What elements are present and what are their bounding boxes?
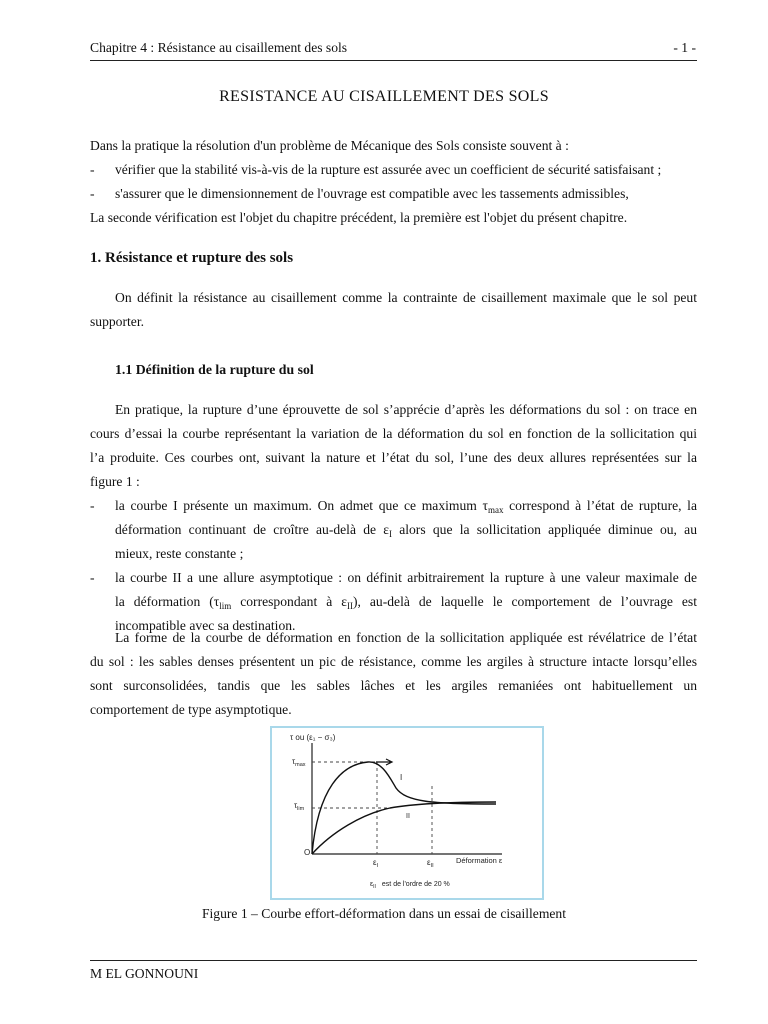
footer-author: M EL GONNOUNI (90, 966, 199, 981)
x-axis-label: Déformation ε (456, 856, 503, 865)
figure-note: $\varepsilon_{II}$ est de l'ordre de 20 % (370, 881, 450, 890)
document-title: RESISTANCE AU CISAILLEMENT DES SOLS (219, 88, 549, 105)
figure-caption: Figure 1 – Courbe effort-déformation dans un essai de cisaillement (201, 906, 567, 921)
section-1-paragraph: On définit la résistance au cisaillement comme la contrainte de cisaillement maximale que le sol peut supporter. (90, 290, 697, 329)
header-rule (90, 60, 697, 61)
tau-lim-label: $\tau_{lim}$ (294, 801, 305, 812)
origin-label: O (304, 848, 311, 857)
curve-II (312, 802, 496, 854)
section-1-1-heading: 1.1 Définition de la rupture du sol (115, 362, 314, 377)
tau-max-label: $\tau_{max}$ (292, 757, 306, 768)
intro-closing: La seconde vérification est l'objet du chapitre précédent, la première est l'objet du présent chapitre. (90, 210, 628, 225)
footer-rule (90, 960, 697, 961)
intro-item: - s'assurer que le dimensionnement de l'ouvrage est compatible avec les tassements admissibles, (90, 186, 629, 201)
intro-lead: Dans la pratique la résolution d'un problème de Mécanique des Sols consiste souvent à : (90, 138, 569, 153)
page-number: - 1 - (673, 40, 696, 55)
y-axis-label: τ ou (ε₁ − σ₃) (290, 733, 336, 742)
figure-1 (270, 726, 544, 900)
stress-strain-diagram (272, 728, 542, 898)
intro-item: - vérifier que la stabilité vis-à-vis de la rupture est assurée avec un coefficient de sécurité satisfaisant ; (90, 162, 662, 177)
curve-I (312, 762, 496, 854)
bullet-curve-II: - la courbe II a une allure asymptotique : on définit arbitrairement la rupture à une valeur maximale de la déformation ($\tau_{lim}$ correspondant à $\varepsilon_{II}$), au-delà de laquelle le comportement de l’ouvrage est incompatible avec sa destination. (90, 570, 697, 633)
running-header-chapter: Chapitre 4 : Résistance au cisaillement des sols (90, 40, 348, 55)
section-1-1-paragraph-1: En pratique, la rupture d’une éprouvette de sol s’apprécie d’après les déformations du sol : on trace en cours d’essai la courbe représentant la variation de la déformation du sol en fonction de la sollicitation qui l’a produite. Ces courbes ont, suivant la nature et l’état du sol, l’une des deux allures représentées sur la figure 1 : (90, 402, 697, 489)
curve-II-label: II (406, 813, 410, 820)
section-1-1-paragraph-2: La forme de la courbe de déformation en fonction de la sollicitation appliquée est révélatrice de l’état du sol : les sables denses présentent un pic de résistance, comme les argiles à structure intacte lorsqu’elles sont surconsolidées, tandis que les sables lâches et les argiles remaniées ont habituellement un comportement de type asymptotique. (90, 630, 697, 717)
bullet-curve-I: - la courbe I présente un maximum. On admet que ce maximum $\tau_{max}$ correspond à l’état de rupture, la déformation continuant de croître au-delà de $\varepsilon_I$ alors que la sollicitation appliquée diminue ou, au mieux, reste constante ; (90, 498, 697, 561)
eps-I-label: $\varepsilon_I$ (373, 858, 379, 869)
curve-I-label: I (400, 773, 403, 782)
section-1-heading: 1. Résistance et rupture des sols (90, 250, 294, 266)
eps-II-label: $\varepsilon_{II}$ (427, 858, 434, 869)
intro-block (90, 134, 697, 230)
